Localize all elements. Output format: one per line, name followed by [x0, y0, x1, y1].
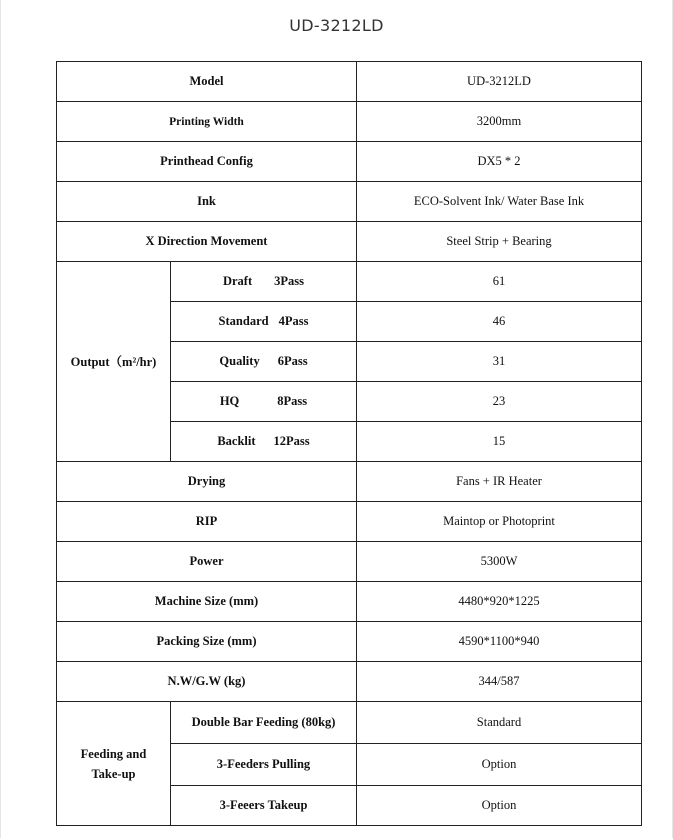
output-mode — [171, 342, 357, 382]
spec-row-weight — [57, 662, 642, 702]
output-value: 15 — [357, 422, 642, 462]
output-mode — [171, 422, 357, 462]
output-mode-name: Quality — [219, 354, 260, 368]
spec-value: 344/587 — [357, 662, 642, 702]
output-value: 46 — [357, 302, 642, 342]
output-value: 23 — [357, 382, 642, 422]
output-value: 31 — [357, 342, 642, 382]
spec-value: 5300W — [357, 542, 642, 582]
output-mode-name: Draft — [222, 274, 253, 288]
spec-value: ECO-Solvent Ink/ Water Base Ink — [357, 182, 642, 222]
feeding-item-value: Standard — [357, 702, 642, 744]
spec-value: Steel Strip + Bearing — [357, 222, 642, 262]
output-mode-name: HQ — [219, 394, 240, 408]
spec-value: 4480*920*1225 — [357, 582, 642, 622]
output-mode-pass: 8Pass — [277, 394, 308, 408]
output-value: 61 — [357, 262, 642, 302]
output-row-draft — [57, 262, 642, 302]
spec-row-power — [57, 542, 642, 582]
spec-value: UD-3212LD — [357, 62, 642, 102]
output-mode — [171, 262, 357, 302]
spec-row-x-direction — [57, 222, 642, 262]
spec-value: DX5 * 2 — [357, 142, 642, 182]
spec-label: N.W/G.W (kg) — [57, 662, 357, 702]
spec-row-ink — [57, 182, 642, 222]
feeding-group-label — [57, 702, 171, 826]
spec-value: Maintop or Photoprint — [357, 502, 642, 542]
spec-label: Printing Width — [57, 102, 357, 142]
document-title: UD-3212LD — [289, 16, 384, 35]
output-mode-pass: 4Pass — [278, 314, 309, 328]
spec-label: Model — [57, 62, 357, 102]
spec-label: Printhead Config — [57, 142, 357, 182]
output-mode — [171, 302, 357, 342]
spec-value: Fans + IR Heater — [357, 462, 642, 502]
feeding-item-label: Double Bar Feeding (80kg) — [171, 702, 357, 744]
spec-table — [56, 61, 642, 826]
feeding-row-double-bar — [57, 702, 642, 744]
feeding-item-value: Option — [357, 786, 642, 826]
spec-label: RIP — [57, 502, 357, 542]
spec-label: X Direction Movement — [57, 222, 357, 262]
spec-label: Ink — [57, 182, 357, 222]
spec-value: 4590*1100*940 — [357, 622, 642, 662]
spec-row-drying — [57, 462, 642, 502]
output-mode-pass: 6Pass — [277, 354, 308, 368]
spec-row-model — [57, 62, 642, 102]
spec-row-printhead-config — [57, 142, 642, 182]
spec-value: 3200mm — [357, 102, 642, 142]
output-mode-pass: 12Pass — [273, 434, 310, 448]
feeding-item-label: 3-Feeders Pulling — [171, 744, 357, 786]
spec-label: Packing Size (mm) — [57, 622, 357, 662]
spec-row-machine-size — [57, 582, 642, 622]
output-group-label: Output（m²/hr) — [57, 262, 171, 462]
feeding-item-value: Option — [357, 744, 642, 786]
output-mode-name: Standard — [218, 314, 269, 328]
spec-row-rip — [57, 502, 642, 542]
spec-label: Machine Size (mm) — [57, 582, 357, 622]
spec-label: Power — [57, 542, 357, 582]
output-mode-name: Backlit — [217, 434, 256, 448]
spec-row-printing-width — [57, 102, 642, 142]
spec-row-packing-size — [57, 622, 642, 662]
output-mode-pass: 3Pass — [274, 274, 305, 288]
feeding-item-label: 3-Feeers Takeup — [171, 786, 357, 826]
feeding-label-line2: Take-up — [91, 766, 136, 781]
output-mode — [171, 382, 357, 422]
feeding-label-line1: Feeding and — [80, 746, 147, 761]
spec-label: Drying — [57, 462, 357, 502]
